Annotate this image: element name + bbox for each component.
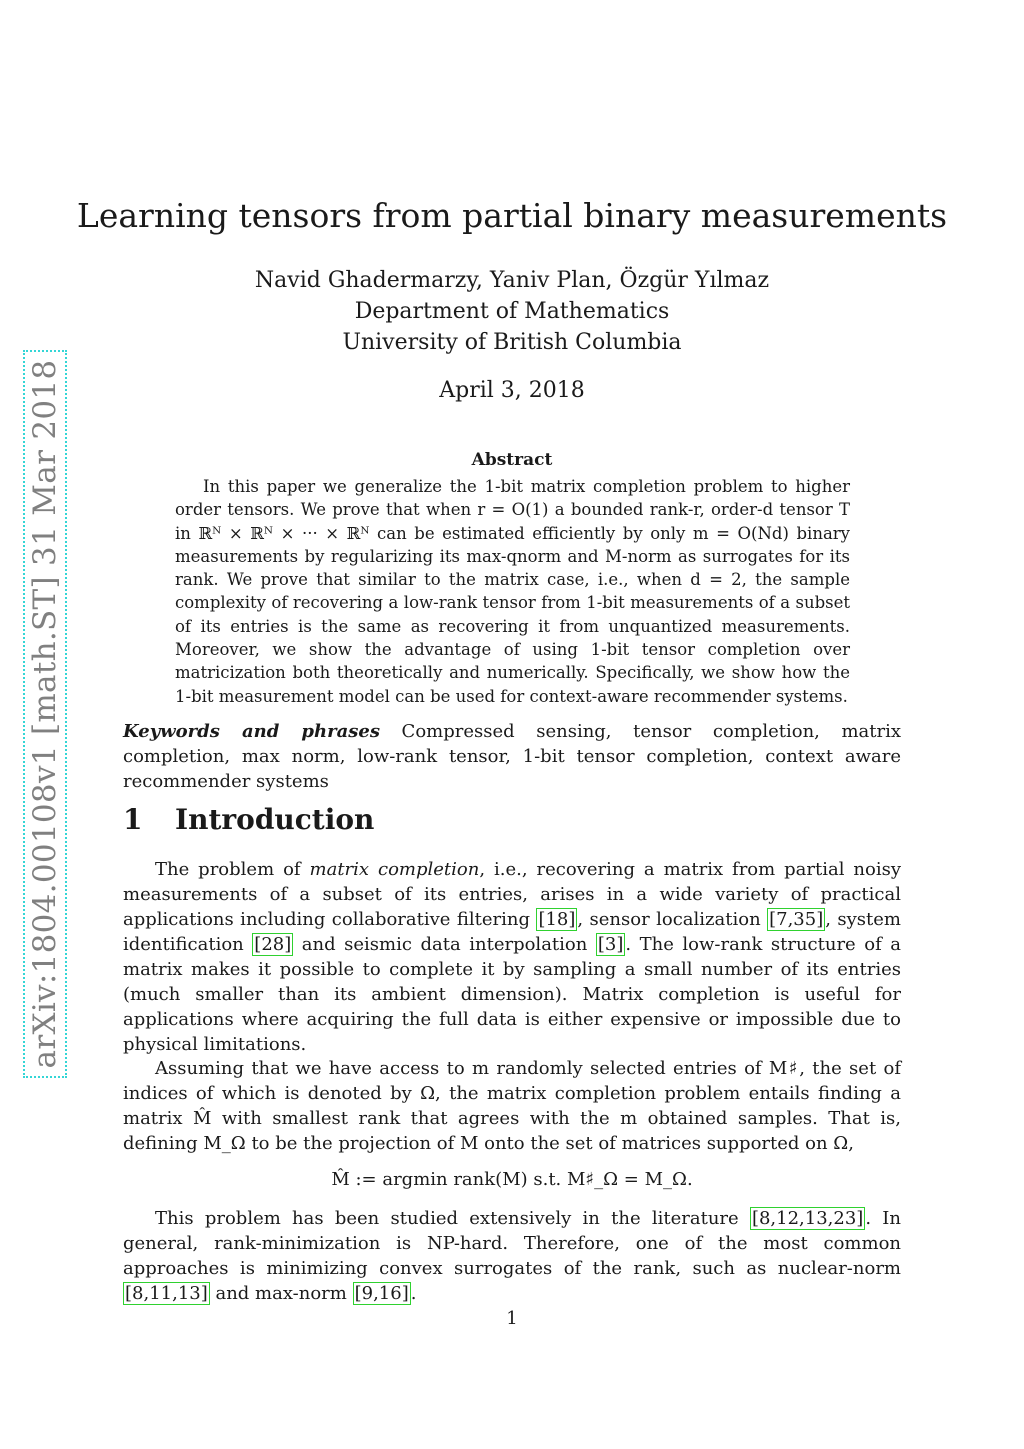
citation-link[interactable]: [18] xyxy=(538,909,576,930)
paper-date: April 3, 2018 xyxy=(439,378,585,403)
keywords xyxy=(123,719,901,794)
abstract-heading: Abstract xyxy=(471,450,553,470)
citation-link[interactable]: [3] xyxy=(597,934,624,955)
keywords-label: Keywords and phrases xyxy=(123,721,380,742)
citation-link[interactable]: [7,35] xyxy=(769,909,824,930)
abstract-text: In this paper we generalize the 1-bit matrix completion problem to higher order tensors. We prove that when r = O(1) a bounded rank-r, order-d tensor T in ℝᴺ × ℝᴺ × ··· × ℝᴺ can be estimated efficiently by only m = O(Nd) binary measurements by regularizing its max-qnorm and M-norm as surrogates for its rank. We prove that similar to the matrix case, i.e., when d = 2, the sample complexity of recovering a low-rank tensor from 1-bit measurements of a subset of its entries is the same as recovering it from unquantized measurements. Moreover, we show the advantage of using 1-bit tensor completion over matricization both theoretically and numerically. Specifically, we show how the 1-bit measurement model can be used for context-aware recommender systems. xyxy=(175,477,850,706)
display-equation: M̂ := argmin rank(M) s.t. M♯_Ω = M_Ω. xyxy=(331,1169,693,1190)
page-number: 1 xyxy=(506,1308,518,1329)
keywords-text: Compressed sensing, tensor completion, matrix completion, max norm, low-rank tensor, 1-bit tensor completion, context aware recommender systems xyxy=(123,721,901,792)
citation-link[interactable]: [28] xyxy=(254,934,292,955)
arxiv-identifier-stamp: arXiv:1804.00108v1 [math.ST] 31 Mar 2018 xyxy=(23,214,67,1214)
citation-link[interactable]: [8,11,13] xyxy=(125,1283,208,1304)
section-title: Introduction xyxy=(175,803,375,836)
paper-title: Learning tensors from partial binary measurements xyxy=(76,196,948,235)
affiliation-university: University of British Columbia xyxy=(342,330,682,355)
affiliation-department: Department of Mathematics xyxy=(354,299,670,324)
citation-link[interactable]: [8,12,13,23] xyxy=(751,1208,864,1229)
section-heading xyxy=(123,802,374,838)
intro-paragraph-1: The problem of matrix completion, i.e., recovering a matrix from partial noisy measurements of a subset of its entries, arises in a wide variety of practical applications including collaborative filtering [18] , sensor localization [7,35] , system identification [28] and seismic data interpolation [3] . The low-rank structure of a matrix makes it possible to complete it by sampling a small number of its entries (much smaller than its ambient dimension). Matrix completion is useful for applications where acquiring the full data is either expensive or impossible due to physical limitations. xyxy=(123,859,902,1055)
section-number: 1 xyxy=(123,803,143,836)
citation-link[interactable]: [9,16] xyxy=(354,1283,409,1304)
author-list: Navid Ghadermarzy, Yaniv Plan, Özgür Yılmaz xyxy=(254,268,770,293)
intro-paragraph-3: This problem has been studied extensively in the literature [8,12,13,23] . In general, rank-minimization is NP-hard. Therefore, one of the most common approaches is minimizing convex surrogates of the rank, such as nuclear-norm [8,11,13] and max-norm [9,16] . xyxy=(123,1208,901,1304)
intro-paragraph-2: Assuming that we have access to m randomly selected entries of M♯, the set of indices of which is denoted by Ω, the matrix completion problem entails finding a matrix M̂ with smallest rank that agrees with the m obtained samples. That is, defining M_Ω to be the projection of M onto the set of matrices supported on Ω, xyxy=(123,1058,901,1154)
